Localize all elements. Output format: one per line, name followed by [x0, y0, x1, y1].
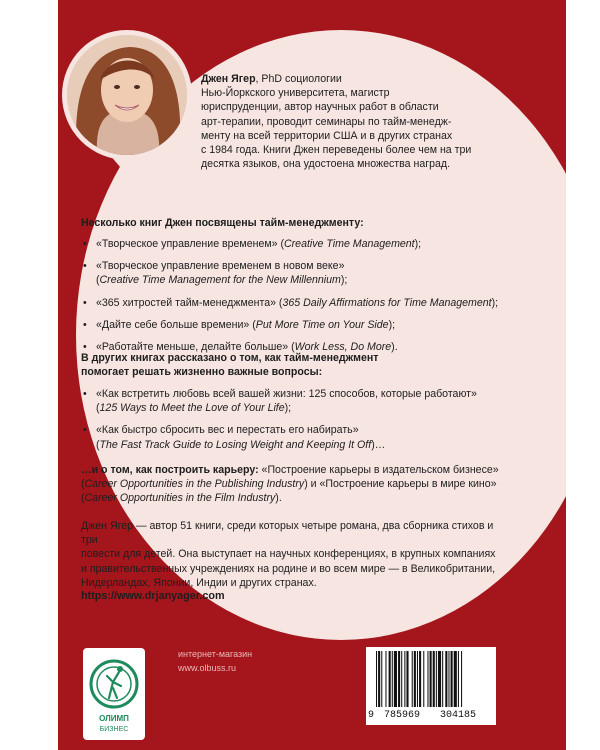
author-bio: [201, 72, 497, 171]
isbn-group-2: 304185: [440, 710, 477, 721]
life-books-list: [81, 387, 501, 460]
olymp-logo-icon: [83, 648, 145, 740]
barcode-bar: [392, 651, 393, 707]
list-item: • «Дайте себе больше времени» (Put More Time on Your Side);: [81, 318, 501, 332]
barcode-bar: [423, 651, 424, 707]
barcode-bar: [381, 651, 382, 707]
time-books-list: [81, 237, 501, 362]
bio-line: десятка языков, она удостоена множества наград.: [201, 158, 451, 171]
bio-line: менту на всей территории США и в других странах: [201, 129, 453, 142]
author-name: Джен Ягер: [201, 73, 256, 85]
barcode-bar: [442, 651, 443, 707]
author-portrait-icon: [67, 35, 187, 155]
barcode-bar: [445, 651, 447, 707]
barcode-icon: [366, 647, 496, 711]
barcode-bar: [414, 651, 416, 707]
barcode-bar: [417, 651, 418, 707]
barcode-bar: [385, 651, 386, 707]
barcode-bar: [454, 651, 457, 707]
publisher-logo: [83, 648, 145, 740]
bio-line: Нью-Йоркского университета, магистр: [201, 87, 390, 100]
bio-line: юриспруденции, автор научных работ в области: [201, 101, 439, 114]
career-books: …и о том, как построить карьеру: «Построение карьеры в издательском бизнесе» (Career Opportunities in the Publishing Industry) и «Построение карьеры в мире кино» (Career Opportunities in the Film Industry).: [81, 464, 499, 505]
barcode-bar: [412, 651, 413, 707]
shop-info: [178, 647, 252, 675]
barcode-bar: [458, 651, 459, 707]
barcode-bar: [433, 651, 435, 707]
list-item: • «Работайте меньше, делайте больше» (Work Less, Do More).: [81, 340, 501, 354]
list-item: • «365 хитростей тайм-менеджмента» (365 Daily Affirmations for Time Management);: [81, 296, 501, 310]
author-photo: [67, 35, 187, 155]
publisher-sub: БИЗНЕС: [99, 726, 129, 733]
list-item: • «Как быстро сбросить вес и перестать его набирать» (The Fast Track Guide to Losing Weight and Keeping It Off)…: [81, 423, 501, 451]
barcode-bar: [394, 651, 397, 707]
barcode-bar: [448, 651, 449, 707]
barcode-bar: [430, 651, 432, 707]
bio-line: с 1984 года. Книги Джен переведены более чем на три: [201, 144, 472, 157]
isbn-group-1: 785969: [384, 710, 421, 721]
time-books-heading: Несколько книг Джен посвящены тайм-менеджменту:: [81, 217, 364, 229]
barcode-bar: [438, 651, 441, 707]
isbn-first-digit: 9: [368, 710, 375, 721]
summary-paragraph: Джен Ягер — автор 51 книги, среди которых четыре романа, два сборника стихов и три повести для детей. Она выступает на научных конференциях, в крупных компаниях и правительственных учреждениях на родине и во всем мире — в Великобритании, Нидерландах, Японии, Индии и других странах.: [81, 520, 496, 589]
barcode-bar: [378, 651, 380, 707]
barcode-bar: [398, 651, 400, 707]
list-item: • «Как встретить любовь всей вашей жизни: 125 способов, которые работают» (125 Ways to Meet the Love of Your Life);: [81, 387, 501, 415]
barcode-bar: [376, 651, 377, 707]
website-link[interactable]: https://www.drjanyager.com: [81, 590, 225, 602]
barcode-bar: [451, 651, 453, 707]
life-books-heading: В других книгах рассказано о том, как тайм-менеджмент помогает решать жизненно важные вопросы:: [81, 352, 379, 379]
barcode-bar: [436, 651, 437, 707]
barcode-bar: [401, 651, 402, 707]
barcode-bar: [461, 651, 462, 707]
barcode-bar: [427, 651, 428, 707]
bio-line: арт-терапии, проводит семинары по тайм-менедж-: [201, 115, 452, 128]
barcode: [366, 647, 496, 725]
bio-line: , PhD социологии: [255, 73, 342, 85]
shop-label: интернет-магазин: [178, 649, 253, 659]
list-item: • «Творческое управление временем в новом веке» (Creative Time Management for the New Millennium);: [81, 259, 501, 287]
barcode-bar: [406, 651, 408, 707]
barcode-bar: [404, 651, 405, 707]
list-item: • «Творческое управление временем» (Creative Time Management);: [81, 237, 501, 251]
publisher-name: ОЛИМП: [99, 714, 129, 723]
shop-url[interactable]: www.olbuss.ru: [178, 663, 237, 673]
barcode-bar: [389, 651, 391, 707]
barcode-bar: [419, 651, 421, 707]
